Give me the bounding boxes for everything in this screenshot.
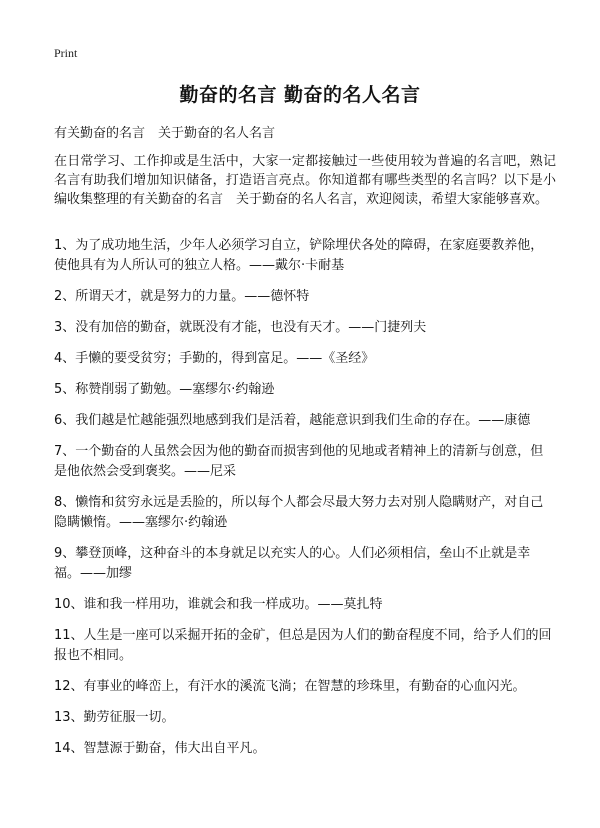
quote-item: 11、人生是一座可以采掘开拓的金矿，但总是因为人们的勤奋程度不同，给予人们的回报也不相同。 — [54, 628, 552, 663]
quote-item: 14、智慧源于勤奋，伟大出自平凡。 — [54, 741, 266, 756]
page-title: 勤奋的名言 勤奋的名人名言 — [179, 84, 421, 106]
quote-item: 2、所谓天才，就是努力的力量。——德怀特 — [54, 289, 310, 304]
quote-list — [54, 236, 554, 770]
quote-item: 4、手懒的要受贫穷；手勤的，得到富足。——《圣经》 — [54, 351, 375, 366]
quote-item: 7、一个勤奋的人虽然会因为他的勤奋而损害到他的见地或者精神上的清新与创意，但是他依然会受到褒奖。——尼采 — [54, 444, 544, 479]
print-link[interactable]: Print — [54, 46, 78, 60]
quote-item: 10、谁和我一样用功，谁就会和我一样成功。——莫扎特 — [54, 597, 383, 612]
quote-item: 12、有事业的峰峦上，有汗水的溪流飞淌；在智慧的珍珠里，有勤奋的心血闪光。 — [54, 679, 526, 694]
intro-paragraph: 在日常学习、工作抑或是生活中，大家一定都接触过一些使用较为普遍的名言吧，熟记名言有助我们增加知识储备，打造语言亮点。你知道都有哪些类型的名言吗？以下是小编收集整理的有关勤奋的名言 关于勤奋的名人名言，欢迎阅读，希望大家能够喜欢。 — [54, 154, 556, 207]
page-subtitle: 有关勤奋的名言 关于勤奋的名人名言 — [54, 126, 276, 141]
quote-item: 8、懒惰和贫穷永远是丢脸的，所以每个人都会尽最大努力去对别人隐瞒财产，对自己隐瞒懒惰。——塞缪尔·约翰逊 — [54, 495, 544, 530]
quote-item: 13、勤劳征服一切。 — [54, 710, 175, 725]
quote-item: 1、为了成功地生活，少年人必须学习自立，铲除埋伏各处的障碍，在家庭要教养他，使他具有为人所认可的独立人格。——戴尔·卡耐基 — [54, 238, 544, 273]
quote-item: 5、称赞削弱了勤勉。—塞缪尔·约翰逊 — [54, 382, 275, 397]
quote-item: 6、我们越是忙越能强烈地感到我们是活着，越能意识到我们生命的存在。——康德 — [54, 413, 531, 428]
quote-item: 3、没有加倍的勤奋，就既没有才能，也没有天才。——门捷列夫 — [54, 320, 427, 335]
quote-item: 9、攀登顶峰，这种奋斗的本身就足以充实人的心。人们必须相信，垒山不止就是幸福。——加缪 — [54, 546, 531, 581]
